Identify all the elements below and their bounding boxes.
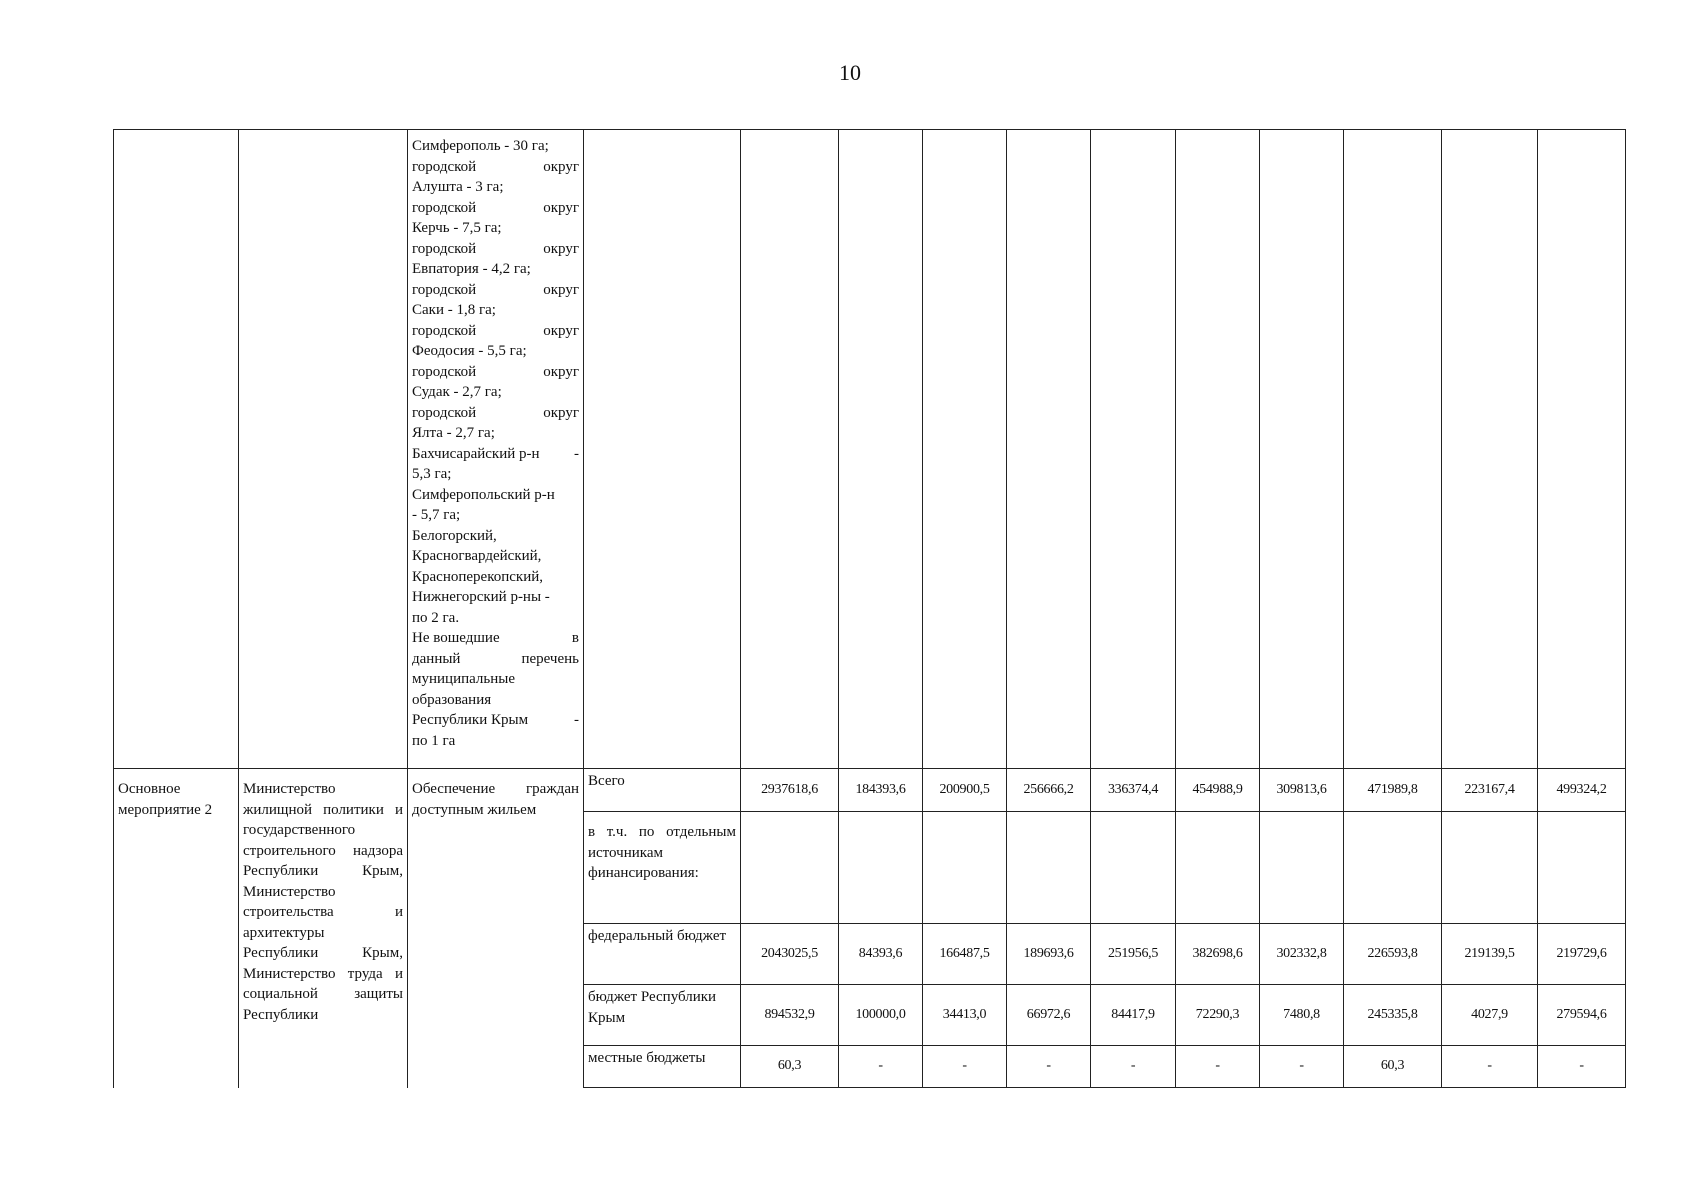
description-line: городской округ	[412, 363, 579, 380]
cell-value: 279594,6	[1538, 985, 1626, 1046]
cell-value: 336374,4	[1091, 769, 1176, 812]
description-line: Белогорский,	[412, 527, 497, 544]
cell-value: -	[839, 1046, 923, 1088]
cell-value: 309813,6	[1260, 769, 1344, 812]
cell-value: 7480,8	[1260, 985, 1344, 1046]
cell-value: 226593,8	[1344, 924, 1442, 985]
cell-empty	[839, 130, 923, 769]
cell-empty	[1538, 130, 1626, 769]
description-line: городской округ	[412, 281, 579, 298]
territory-description-lines	[412, 136, 579, 751]
description-line: Бахчисарайский р-н -	[412, 445, 579, 462]
cell-empty	[923, 130, 1007, 769]
description-line: Нижнегорский р-ны -	[412, 589, 550, 605]
cell-value: -	[1538, 1046, 1626, 1088]
cell-value: 245335,8	[1344, 985, 1442, 1046]
description-line: городской округ	[412, 199, 579, 216]
description-line: Симферопольский р-н	[412, 486, 555, 503]
cell-empty	[1260, 130, 1344, 769]
description-line: по 1 га	[412, 732, 456, 749]
cell-empty	[1176, 130, 1260, 769]
description-line: по 2 га.	[412, 609, 460, 626]
description-line: Симферополь - 30 га;	[412, 138, 549, 154]
cell-value: 894532,9	[741, 985, 839, 1046]
cell-value: 382698,6	[1176, 924, 1260, 985]
cell-value: 66972,6	[1007, 985, 1091, 1046]
cell-source: в т.ч. по отдельным источникам финансирования:	[584, 812, 741, 924]
description-line: муниципальные	[412, 671, 516, 687]
cell-territory-description	[408, 130, 584, 769]
cell-value: 219139,5	[1442, 924, 1538, 985]
cell-goal: Обеспечение граждан доступным жильем	[408, 769, 584, 1088]
cell-value	[1538, 812, 1626, 924]
description-line: городской округ	[412, 158, 579, 175]
cell-value: 499324,2	[1538, 769, 1626, 812]
cell-value: 471989,8	[1344, 769, 1442, 812]
cell-value	[1176, 812, 1260, 924]
description-line: городской округ	[412, 240, 579, 257]
cell-value: -	[1260, 1046, 1344, 1088]
description-line: Саки - 1,8 га;	[412, 302, 496, 318]
cell-source: федеральный бюджет	[584, 924, 741, 985]
description-line: образования	[412, 691, 492, 708]
cell-value: 60,3	[741, 1046, 839, 1088]
cell-value: 60,3	[1344, 1046, 1442, 1088]
cell-executor: Министерство жилищной политики и государственного строительного надзора Республики Крым, Министерство строительства и архитектуры Республики Крым, Министерство труда и социальной защиты Республики	[239, 769, 408, 1088]
cell-source: Всего	[584, 769, 741, 812]
financing-table	[113, 129, 1626, 1088]
description-line: Не вошедшие в	[412, 630, 579, 646]
cell-value: 189693,6	[1007, 924, 1091, 985]
cell-empty	[114, 130, 239, 769]
description-line: - 5,7 га;	[412, 507, 461, 523]
description-line: городской округ	[412, 404, 579, 421]
cell-empty	[1442, 130, 1538, 769]
cell-empty	[584, 130, 741, 769]
table-row-total	[114, 769, 1626, 812]
cell-value: 34413,0	[923, 985, 1007, 1046]
cell-value: 72290,3	[1176, 985, 1260, 1046]
cell-value: 302332,8	[1260, 924, 1344, 985]
cell-value: -	[923, 1046, 1007, 1088]
cell-value: 2043025,5	[741, 924, 839, 985]
description-line: Керчь - 7,5 га;	[412, 220, 502, 236]
cell-value	[839, 812, 923, 924]
description-line: Алушта - 3 га;	[412, 179, 504, 195]
cell-value: 223167,4	[1442, 769, 1538, 812]
cell-value: 84417,9	[1091, 985, 1176, 1046]
cell-value	[923, 812, 1007, 924]
cell-value: 251956,5	[1091, 924, 1176, 985]
cell-value: 256666,2	[1007, 769, 1091, 812]
cell-value: 4027,9	[1442, 985, 1538, 1046]
cell-value: 184393,6	[839, 769, 923, 812]
cell-value: 219729,6	[1538, 924, 1626, 985]
page-number: 10	[839, 60, 861, 85]
description-line: Судак - 2,7 га;	[412, 384, 502, 400]
description-line: Евпатория - 4,2 га;	[412, 261, 531, 277]
cell-empty	[741, 130, 839, 769]
cell-value: -	[1091, 1046, 1176, 1088]
cell-value	[1260, 812, 1344, 924]
cell-source: бюджет Республики Крым	[584, 985, 741, 1046]
cell-value: -	[1176, 1046, 1260, 1088]
description-line: Красноперекопский,	[412, 568, 543, 585]
cell-empty	[1091, 130, 1176, 769]
cell-value	[1091, 812, 1176, 924]
cell-activity-name: Основное мероприятие 2	[114, 769, 239, 1088]
description-line: Феодосия - 5,5 га;	[412, 343, 527, 359]
cell-value: 100000,0	[839, 985, 923, 1046]
description-line: 5,3 га;	[412, 466, 452, 482]
cell-empty	[1344, 130, 1442, 769]
cell-value: -	[1442, 1046, 1538, 1088]
cell-value: 2937618,6	[741, 769, 839, 812]
cell-value	[1442, 812, 1538, 924]
cell-value: 166487,5	[923, 924, 1007, 985]
cell-value: 84393,6	[839, 924, 923, 985]
description-line: Красногвардейский,	[412, 548, 542, 564]
cell-value: 200900,5	[923, 769, 1007, 812]
cell-source: местные бюджеты	[584, 1046, 741, 1088]
cell-value	[741, 812, 839, 924]
table-row-continuation	[114, 130, 1626, 769]
description-line: городской округ	[412, 322, 579, 339]
description-line: Республики Крым -	[412, 712, 579, 728]
cell-value	[1344, 812, 1442, 924]
cell-empty	[1007, 130, 1091, 769]
description-line: данный перечень	[412, 650, 579, 667]
cell-empty	[239, 130, 408, 769]
cell-value: -	[1007, 1046, 1091, 1088]
description-line: Ялта - 2,7 га;	[412, 425, 495, 441]
cell-value	[1007, 812, 1091, 924]
cell-value: 454988,9	[1176, 769, 1260, 812]
